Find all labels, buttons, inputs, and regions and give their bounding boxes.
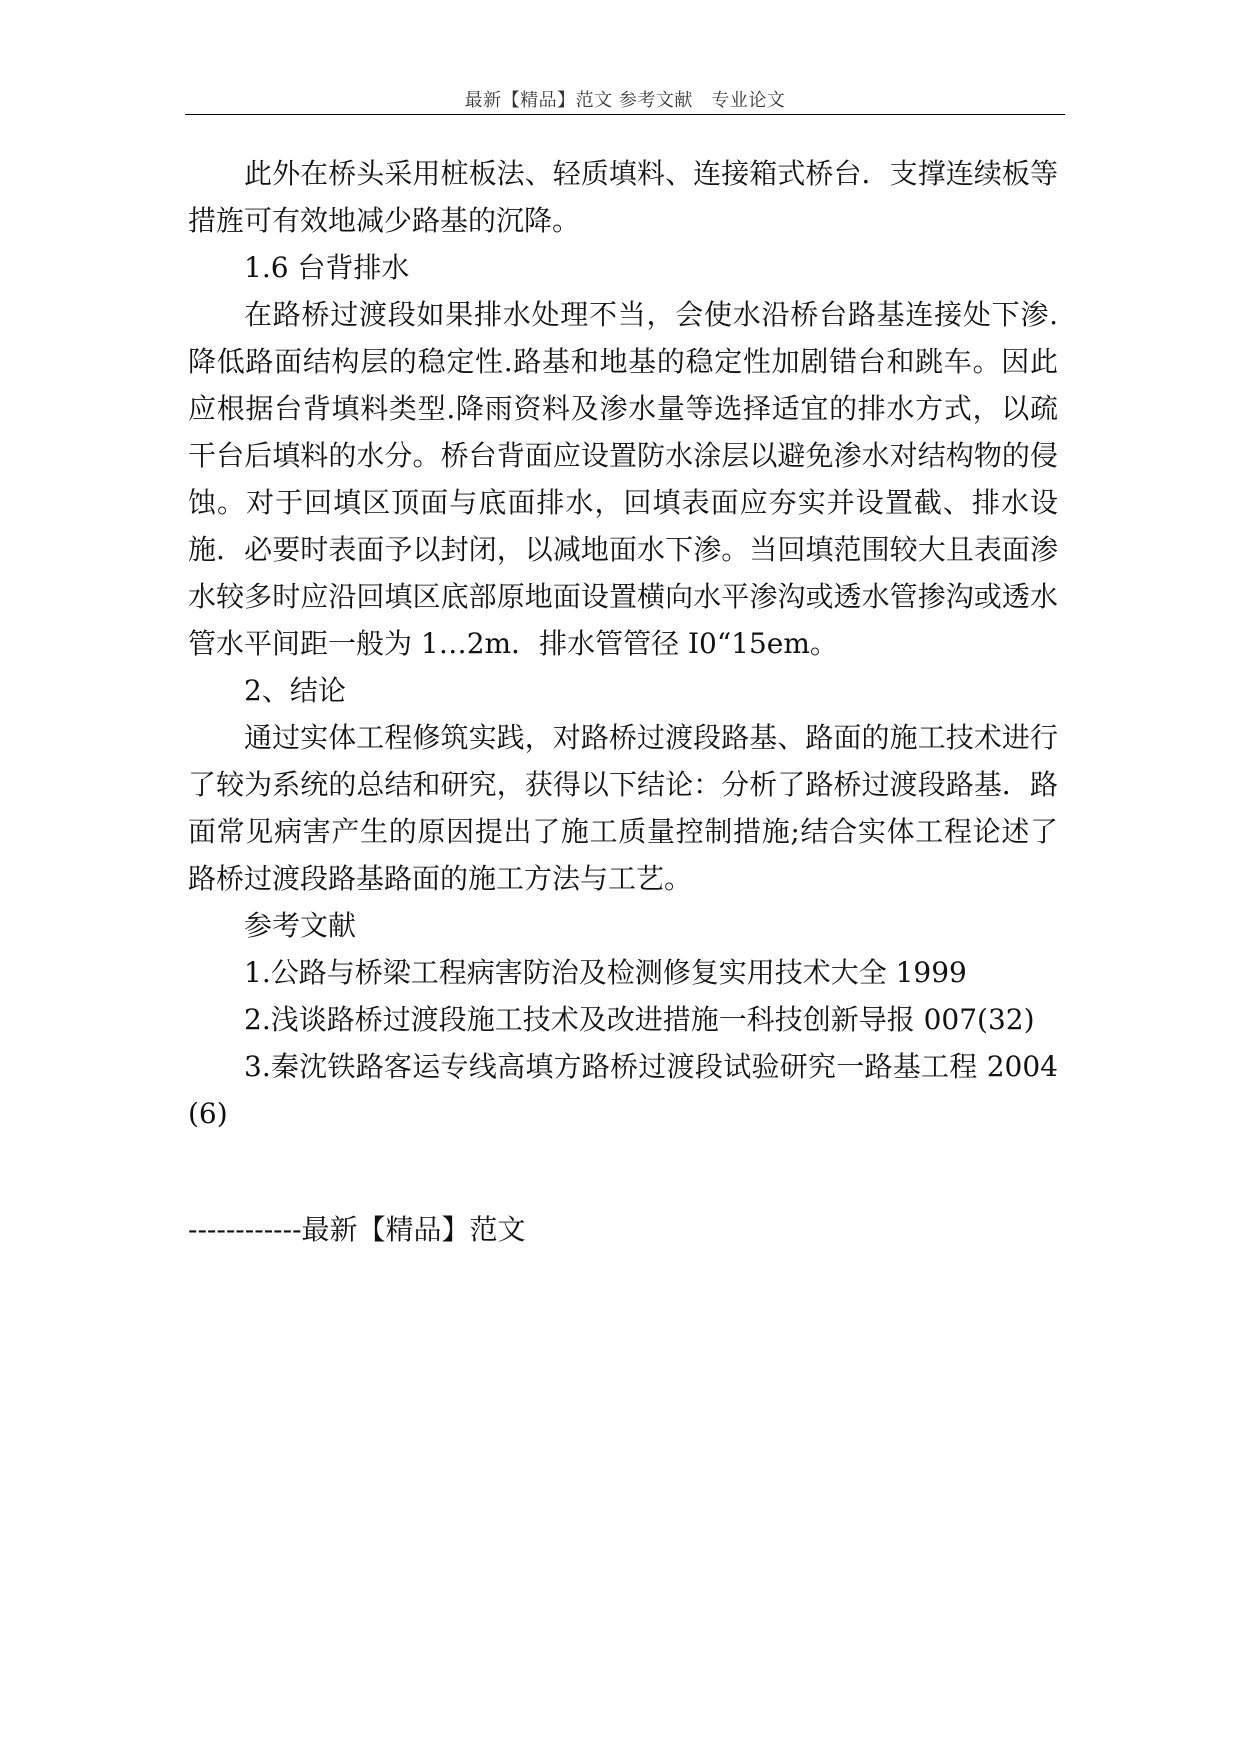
page-footer: ------------最新【精品】范文 — [188, 1213, 526, 1246]
references-heading: 参考文献 — [244, 909, 357, 942]
reference-item-2: 2.浅谈路桥过渡段施工技术及改进措施一科技创新导报 007(32) — [244, 1003, 1035, 1036]
document-body — [188, 150, 1058, 1137]
section-heading-drainage: 1.6 台背排水 — [244, 251, 410, 284]
page-header: 最新【精品】范文 参考文献 专业论文 — [464, 90, 786, 111]
paragraph-conclusion: 通过实体工程修筑实践，对路桥过渡段路基、路面的施工技术进行了较为系统的总结和研究，获得以下结论：分析了路桥过渡段路基．路面常见病害产生的原因提出了施工质量控制措施;结合实体工程论述了路桥过渡段路基路面的施工方法与工艺。 — [188, 721, 1058, 895]
paragraph-bridgehead-measures: 此外在桥头采用桩板法、轻质填料、连接箱式桥台．支撑连续板等措旌可有效地减少路基的沉降。 — [188, 157, 1058, 237]
header-divider — [185, 114, 1065, 115]
reference-item-1: 1.公路与桥梁工程病害防治及检测修复实用技术大全 1999 — [244, 956, 967, 989]
paragraph-drainage: 在路桥过渡段如果排水处理不当，会使水沿桥台路基连接处下渗.降低路面结构层的稳定性.路基和地基的稳定性加剧错台和跳车。因此应根据台背填料类型.降雨资料及渗水量等选择适宜的排水方式，以疏干台后填料的水分。桥台背面应设置防水涂层以避免渗水对结构物的侵蚀。对于回填区顶面与底面排水，回填表面应夯实并设置截、排水设施．必要时表面予以封闭，以减地面水下渗。当回填范围较大且表面渗水较多时应沿回填区底部原地面设置横向水平渗沟或透水管掺沟或透水管水平间距一般为 1…2m．排水管管径 I0“15em。 — [188, 298, 1058, 660]
reference-item-3: 3.秦沈铁路客运专线高填方路桥过渡段试验研究一路基工程 2004(6) — [188, 1050, 1058, 1130]
section-heading-conclusion: 2、结论 — [244, 674, 346, 707]
